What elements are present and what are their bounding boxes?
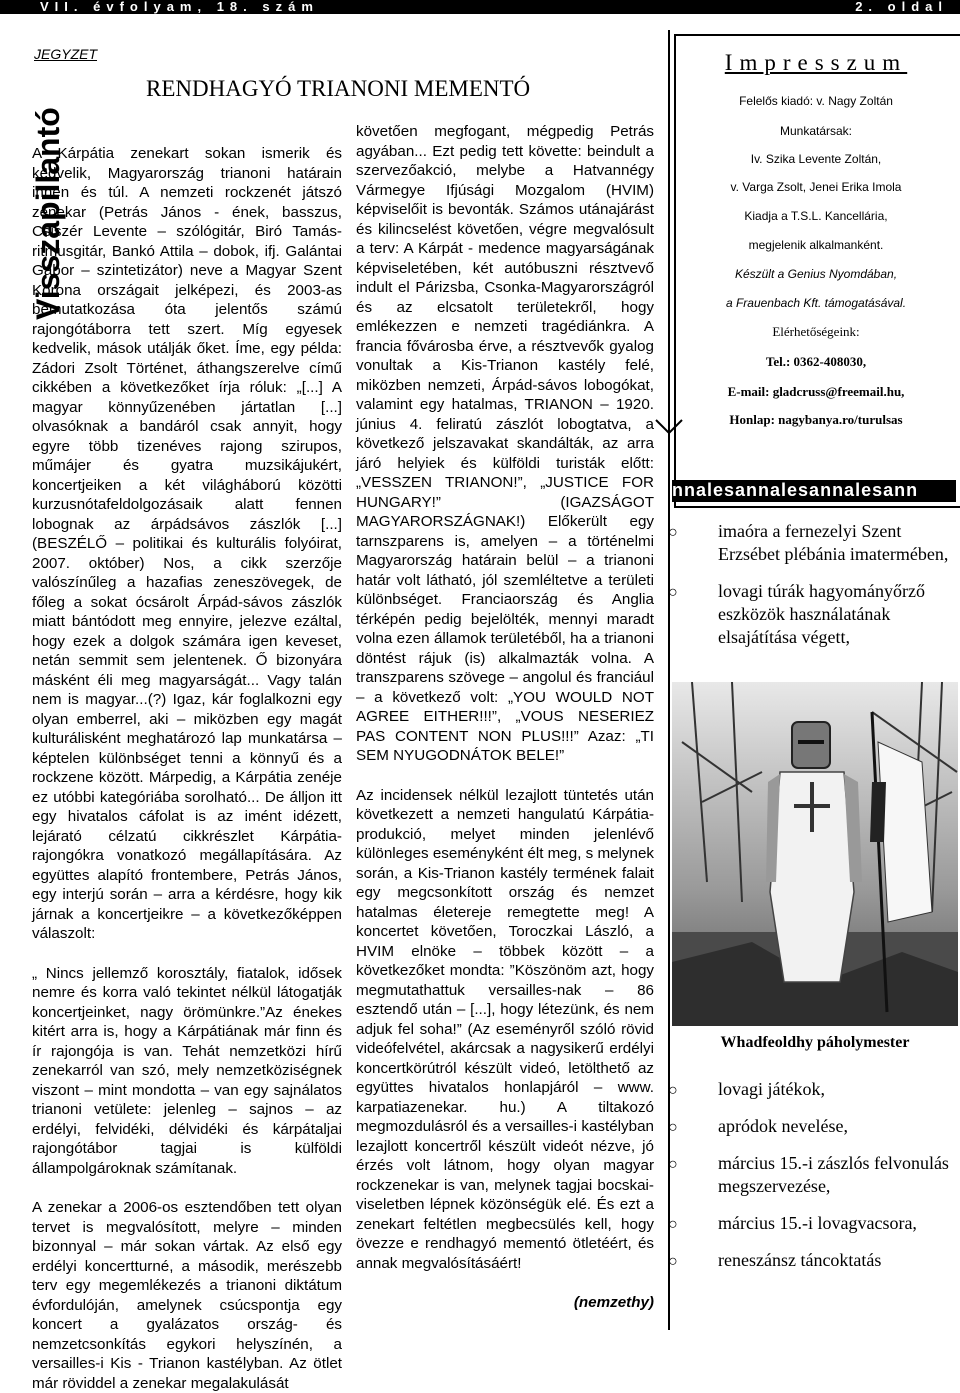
article-title: RENDHAGYÓ TRIANONI MEMENTÓ — [146, 76, 531, 101]
decorative-banner: nnalesannalesannalesann — [672, 480, 956, 502]
paragraph: követően megfogant, mégpedig Petrás agyában... Ezt pedig tett követte: beindult a szervezőakció, melybe a Hatvannégy Vármegye Ifjúsági Mozgalom (HVIM) képviselőit is bevonták. Számos utánajárást és kilincselést követően, végre megvalósult a terv: A Kárpát - medence magyarságának képviseletében, két autóbuszni résztvevő indult el Párizsba, Csonka-Magyarországról és az elcsatolt területekről, hogy emlékezzen e nemzeti tragédiánkra. A francia fővárosba érve, a résztvevők gyalog vonultak a Kis-Trianon kastély felé, miközben nemzeti, Árpád-sávos lobogókat, valamint egy hatalmas, TRIANON – 1920. június 4. feliratú zászlót lobogtatva, a következő jelszavakat skandálták, az arra járó helyiek és külföldi turisták előtt: „VESSZEN TRIANON!”, „JUSTICE FOR HUNGARY!” (IGAZSÁGOT MAGYARORSZÁGNAK!) Előkerült egy tarnszparens is, amelyen – a történelmi Magyarország határain belül – a trianoni határ volt látható, jól szemléltetve a területi különbséget. Franciaország és Anglia térképén pedig bejelölték, mennyi maradt volna ezen államok területéből, ha a trianoni döntést rájuk (is) alkalmazták volna. A transzparens szövege – angolul és franciául – a következő volt: „YOU WOULD NOT AGREE EITHER!!!”, „VOUS NESERIEZ PAS CONTENT NON PLUS!!!” Azaz: „TI SEM NYUGODNÁTOK BELE!” — [356, 123, 654, 764]
paragraph: „ Nincs jellemző korosztály, fiatalok, idősek nemre és korra való tekintet nélkül látogatják koncertjeinket, nagy örömünkre.”Az énekes kitért arra is, hogy a Kárpátiának már finn és ír rajongója is van. Tehát nemzetközi hírű zenekarról van szó, mely nemzetköziségnek viszont – mint mondotta – van egy sajnálatos trianoni vetülete: jelenleg – sajnos – az erdélyi, felvidéki, délvidéki és kárpátaljai rajongótábor tagjai is külföldi állampolgároknak számítanak. — [32, 964, 342, 1177]
impresszum-line: megjelenik alkalmanként. — [748, 238, 884, 252]
circle-bullet-icon: ○ — [668, 1156, 678, 1173]
photo-caption: Whadfeoldhy páholymester — [720, 1034, 910, 1051]
impresszum-line: Elérhetőségeink: — [772, 324, 860, 339]
circle-bullet-icon: ○ — [668, 584, 678, 601]
circle-bullet-icon: ○ — [668, 1253, 678, 1270]
paragraph: A zenekar a 2006-os esztendőben tett olyan tervet is megvalósított, melyre – minden bizonnyal – már sokan vártak. Az első egy erdélyi koncertturné, a második, merészebb terv egy megemlékezés a trianoni diktátum évfordulóján, amelynek csúcspontja egy koncert a gyalázatos ország- és nemzetcsonkítás egykori helyszínén, a versailles-i Kis - Trianon kastélyban. Az ötlet már röviddel a zenekar megalakulását — [32, 1199, 342, 1392]
circle-bullet-icon: ○ — [668, 524, 678, 541]
signature: (nemzethy) — [573, 1294, 654, 1311]
impresszum-title: Impresszum — [724, 50, 908, 75]
issue-info: VII. évfolyam, 18. szám — [40, 0, 319, 14]
list-item: ○ apródok nevelése, — [668, 1115, 960, 1138]
page-number: 2. oldal — [855, 0, 948, 14]
impresszum-line: Készült a Genius Nyomdában, — [734, 267, 898, 281]
vertical-title-text: Visszapillantó — [30, 107, 66, 320]
list-item: ○ imaóra a fernezelyi Szent Erzsébet plébánia imatermében, — [668, 521, 949, 564]
impresszum-website: Honlap: nagybanya.ro/turulsas — [729, 412, 903, 427]
circle-bullet-icon: ○ — [668, 1216, 678, 1233]
impresszum-line: a Frauenbach Kft. támogatásával. — [725, 296, 907, 310]
article-column-1 — [32, 144, 342, 1393]
list-item: ○ reneszánsz táncoktatás — [668, 1249, 960, 1272]
list-item: ○ lovagi túrák hagyományőrző eszközök használatának elsajátítása végett, — [668, 581, 925, 647]
impresszum-line: Iv. Szika Levente Zoltán, — [750, 152, 882, 166]
section-label: JEGYZET — [34, 46, 98, 62]
list-item: ○ lovagi játékok, — [668, 1078, 960, 1101]
page-header — [0, 0, 960, 14]
paragraph: A Kárpátia zenekart sokan ismerik és kedvelik, Magyarország trianoni határain innen és túl. A nemzeti rockzenét játszó zenekar (Petrás János - ének, basszus, Csiszér Levente – szólógitár, Biró Tamás- ritmusgitár, Bankó Attila – dobok, ifj. Galántai Gábor – szintetizátor) neve a Magyar Szent Korona országait jelképezi, és 2003-as bemutatkozása óta jelentős számú rajongótáborra tett szert. Míg egyesek kedvelik, mások utálják őket. Íme, egy példa: Zádori Zsolt Történet, áthangszerelve című cikkében a következőket írja róluk: „[...] A magyar könnyűzenében jártatlan [...] olvasóknak a bandáról csak annyit, hogy egyre több tizenéves rajong szirupos, műmájer és gyatra muzsikájukért, koncertjeiken a két világháború közötti kurzusnótafeldolgozásaik alatt fennen lobognak az árpádsávos zászlók [...] (BESZÉLŐ – politikai és kulturális folyóirat, 2007. október) Nos, a cikk szerzője valószínűleg a hazafias zeneszövegek, de főleg a sokat ócsárolt Árpád-sávos zászlók miatt bántódott meg ennyire, jelezve ezáltal, hogy ezek a dolgok számára igen keveset, netán semmit sem jelentenek. Ő bizonyára másként éli meg magyarságát... Vagy talán nem is magyar...(?) Igaz, kár foglalkozni egy olyan emberrel, aki – miközben egy magát kulturálisként meghatározó lap munkatársa – képtelen különbséget tenni a könnyű és a rockzene között. Márpedig, a Kárpátia zenéje ez utóbbi kategóriába sorolható... De álljon itt egy hivatalos cáfolat is az imént idézett, lejárató célzatú cikkrészlet Kárpátia-rajongókra vonatkozó megállapítására. Az együttes alapító frontembere, Petrás János, egy interjú során – arra a kérdésre, hogy kik járnak a koncertjeikre – a következőképpen válaszolt: — [32, 145, 342, 942]
list-item: ○ március 15.-i zászlós felvonulás megszervezése, — [668, 1153, 949, 1196]
impresszum-line: Felelős kiadó: v. Nagy Zoltán — [739, 94, 893, 108]
impresszum-line: v. Varga Zsolt, Jenei Erika Imola — [730, 180, 902, 194]
activity-list-top — [668, 520, 960, 663]
activity-list-bottom — [668, 1078, 960, 1286]
knight-photo — [672, 682, 958, 1026]
impresszum-email: E-mail: gladcruss@freemail.hu, — [727, 384, 905, 399]
list-item: ○ március 15.-i lovagvacsora, — [668, 1212, 960, 1235]
circle-bullet-icon: ○ — [668, 1119, 678, 1136]
paragraph: Az incidensek nélkül lezajlott tüntetés után következett a nemzeti hangulatú Kárpátia-produkció, melyet minden jelenlévő különleges eseményként élt meg, s melynek során, a Kis-Trianon kastély termének falait egy megcsonkított ország és nemzet hatalmas életereje remegtette meg! A koncertet követően, Toroczkai László, a HVIM elnöke – többek között – a következőket mondta: ”Köszönöm azt, hogy megmutathattuk versailles-nak – 86 esztendő után – [...], hogy létezünk, és nem adjuk fel soha!” (Az eseményről szóló rövid videófelvétel, akárcsak a nagysikerű erdélyi koncertkörútról készült videó, letölthető az együttes hivatalos honlapjáról – www. karpatiazenekar. hu.) A tiltakozó megmozdulásról és a versailles-i kastélyban lezajlott koncertről készült videót nézve, jó érzés volt látnom, hogy olyan magyar rockzenekar is van, melynek tagjai bocskai-viseletben lépnek közönségük elé. És ezt a zenekart feltétlen megbecsülés kell, hogy övezze e rendhagyó mementó ötletéért, és annak megvalósításáért! — [356, 786, 654, 1272]
circle-bullet-icon: ○ — [668, 1082, 678, 1099]
article-column-2 — [356, 122, 654, 1313]
impresszum-line: Munkatársak: — [779, 124, 853, 138]
impresszum-phone: Tel.: 0362-408030, — [765, 354, 867, 369]
impresszum-line: Kiadja a T.S.L. Kancellária, — [744, 209, 888, 223]
